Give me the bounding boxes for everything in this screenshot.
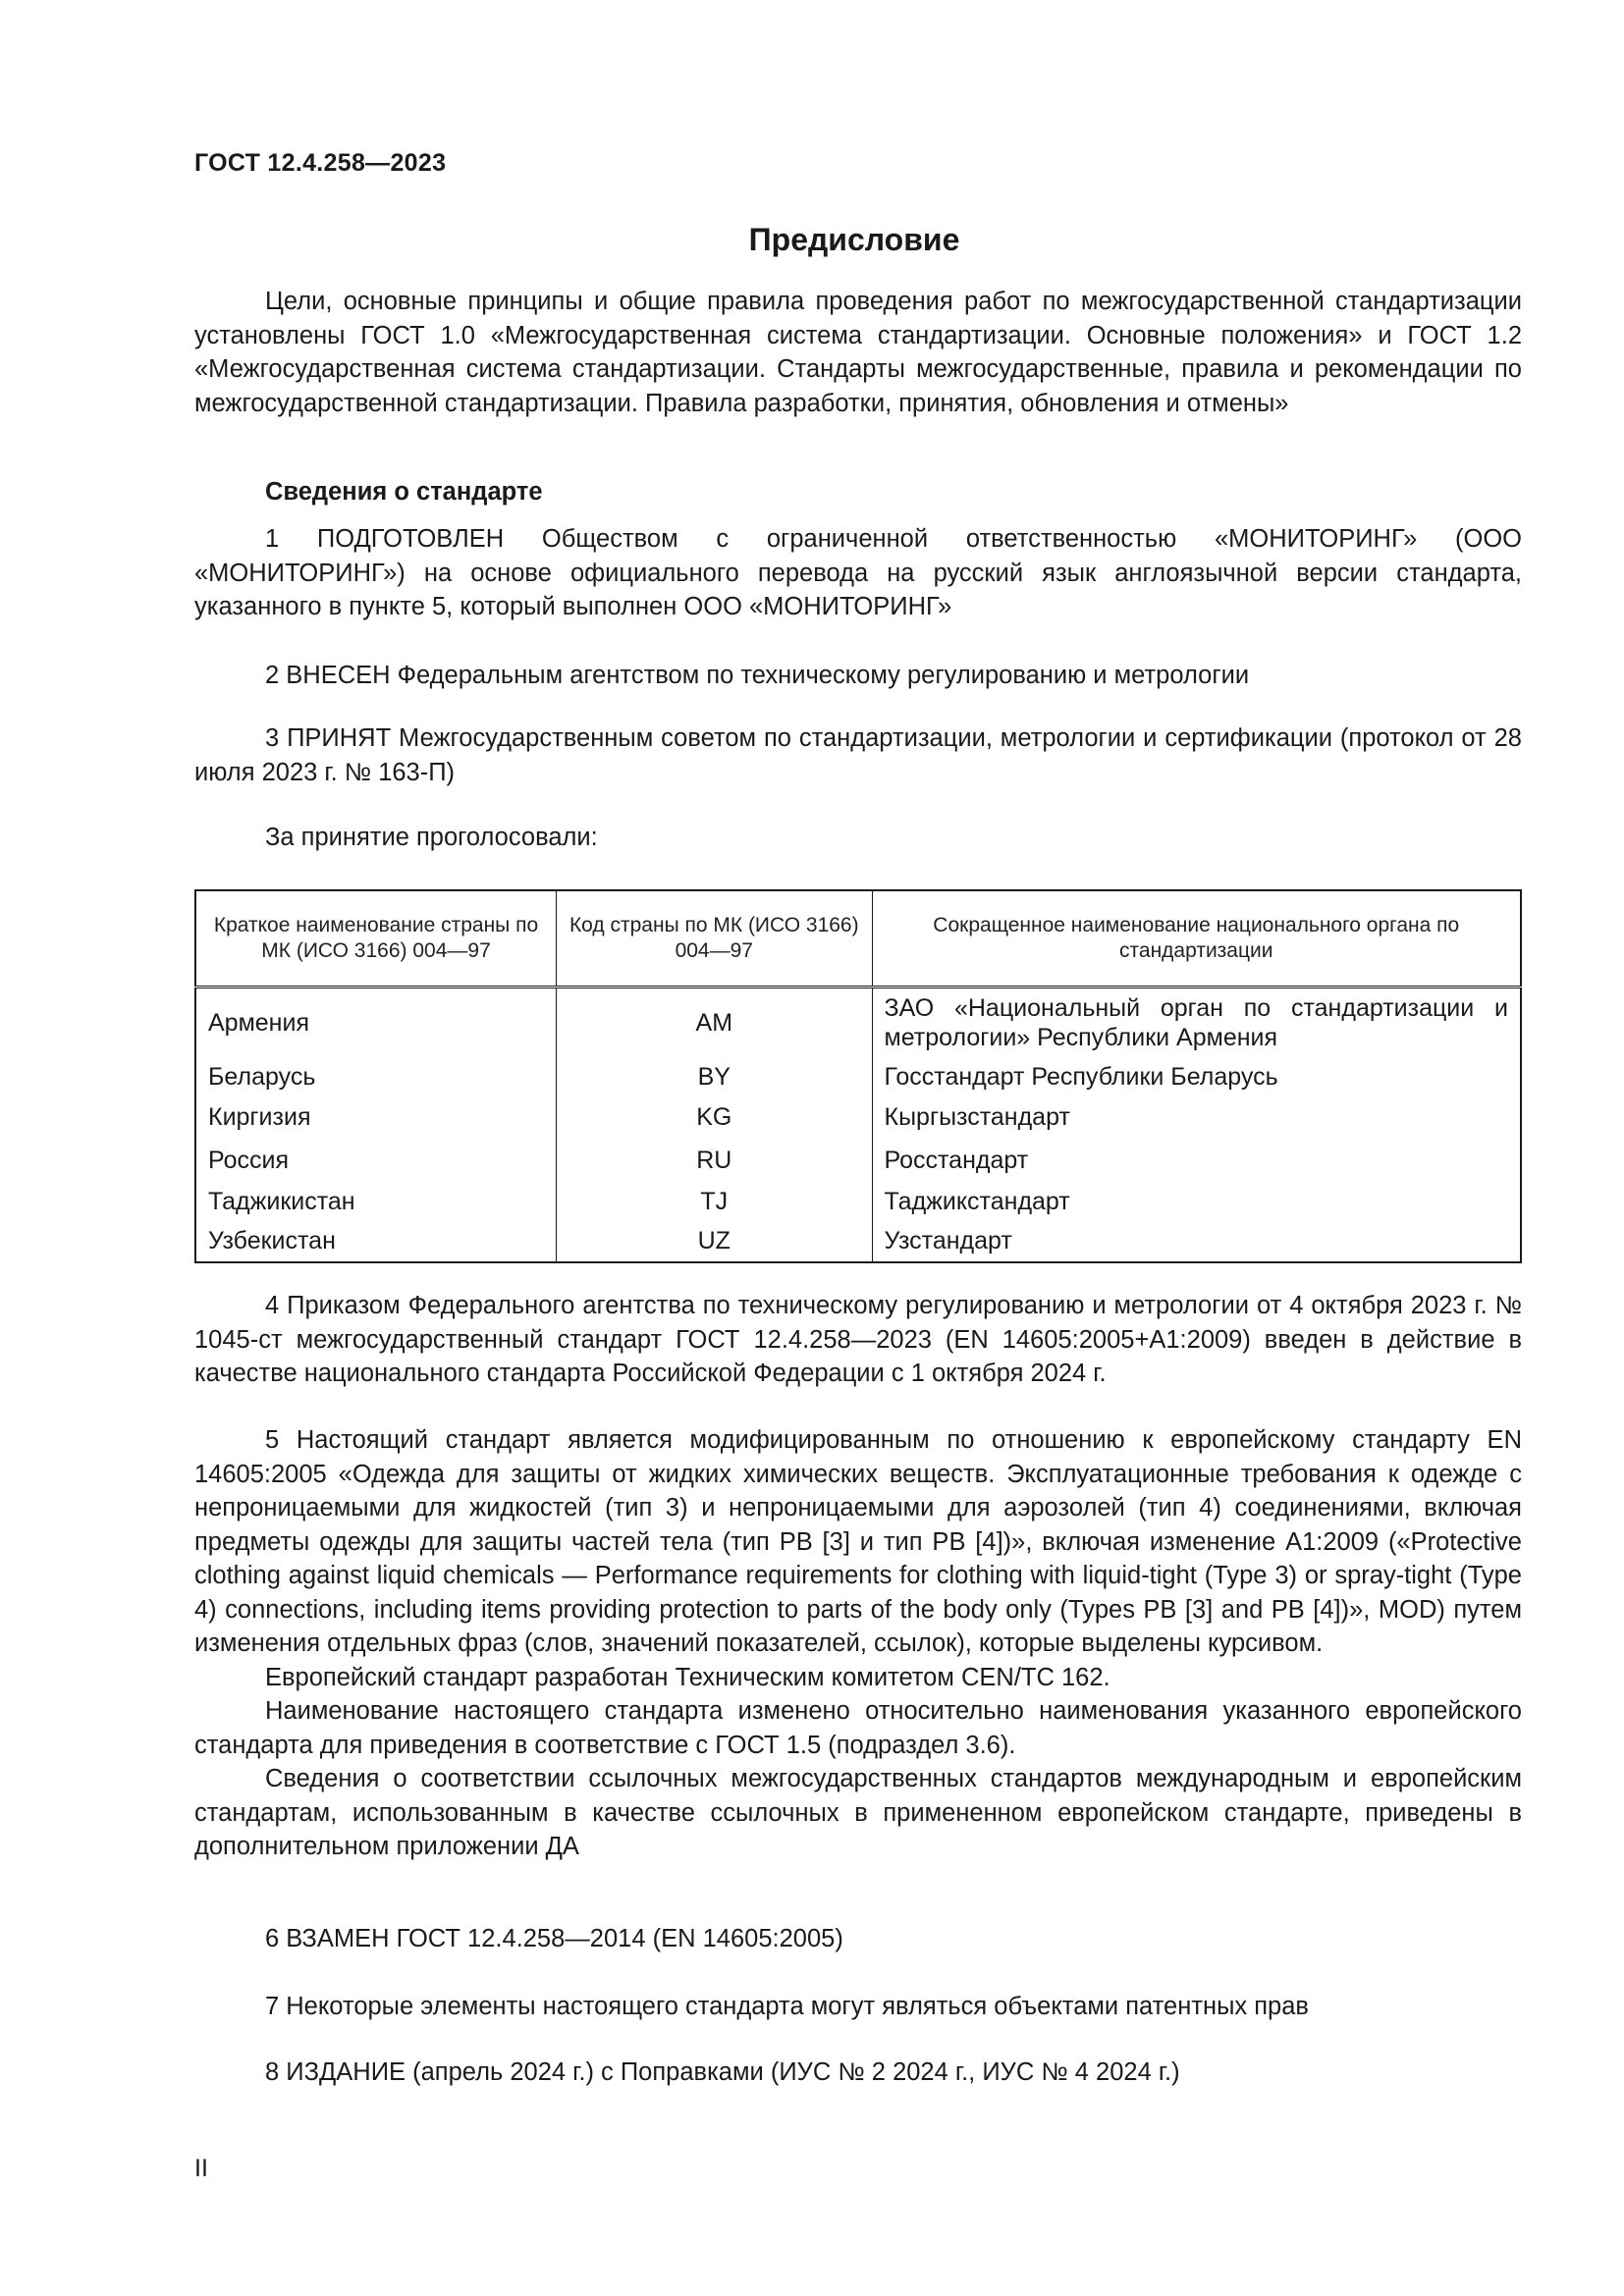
cell-code: AM xyxy=(557,988,872,1058)
table-row xyxy=(195,1096,1521,1139)
item-5-title-note: Наименование настоящего стандарта изменено относительно наименования указанного европейского стандарта для приведения в соответствие с ГОСТ 1.5 (подраздел 3.6). xyxy=(194,1697,1522,1759)
cell-code: RU xyxy=(557,1139,872,1182)
item-2-block xyxy=(194,659,1522,693)
item-5-committee: Европейский стандарт разработан Техническим комитетом CEN/TC 162. xyxy=(265,1663,1110,1691)
intro-paragraph: Цели, основные принципы и общие правила проведения работ по межгосударственной стандартизации установлены ГОСТ 1.0 «Межгосударственная система стандартизации. Основные положения» и ГОСТ 1.2 «Межгосударственная система стандартизации. Стандарты межгосударственные, правила и рекомендации по межгосударственной стандартизации. Правила разработки, принятия, обновления и отмены» xyxy=(194,288,1522,417)
info-heading: Сведения о стандарте xyxy=(265,478,543,506)
votes-table xyxy=(194,889,1522,1263)
item-4: 4 Приказом Федерального агентства по техническому регулированию и метрологии от 4 октября 2023 г. № 1045-ст межгосударственный стандарт ГОСТ 12.4.258—2023 (EN 14605:2005+A1:2009) введен в действие в качестве национального стандарта Российской Федерации с 1 октября 2024 г. xyxy=(194,1292,1522,1387)
item-1-block xyxy=(194,522,1522,624)
item-3-block xyxy=(194,721,1522,789)
votes-intro-block xyxy=(194,821,1522,855)
item-5-references: Сведения о соответствии ссылочных межгосударственных стандартов международным и европейским стандартам, использованным в качестве ссылочных в примененном европейском стандарте, приведены в дополнительном приложении ДА xyxy=(194,1765,1522,1860)
table-row xyxy=(195,1182,1521,1221)
table-row xyxy=(195,1221,1521,1262)
cell-country: Таджикистан xyxy=(195,1182,557,1221)
cell-country: Россия xyxy=(195,1139,557,1182)
item-7-block xyxy=(194,1990,1522,2024)
item-7: 7 Некоторые элементы настоящего стандарта могут являться объектами патентных прав xyxy=(265,1993,1309,2020)
item-5-main: 5 Настоящий стандарт является модифицированным по отношению к европейскому стандарту EN 14605:2005 «Одежда для защиты от жидких химических веществ. Эксплуатационные требования к одежде с непроницаемыми для жидкостей (тип 3) и непроницаемыми для аэрозолей (тип 4) соединениями, включая предметы одежды для защиты частей тела (тип PB [3] и тип PB [4])», включая изменение A1:2009 («Protective clothing against liquid chemicals — Performance requirements for clothing with liquid-tight (Type 3) or spray-tight (Type 4) connections, including items providing protection to parts of the body only (Types PB [3] and PB [4])», MOD) путем изменения отдельных фраз (слов, значений показателей, ссылок), которые выделены курсивом. xyxy=(194,1426,1522,1657)
cell-org: ЗАО «Национальный орган по стандартизации и метрологии» Республики Армения xyxy=(872,988,1521,1058)
cell-org: Узстандарт xyxy=(872,1221,1521,1262)
table-row xyxy=(195,988,1521,1058)
votes-intro: За принятие проголосовали: xyxy=(265,824,598,851)
cell-country: Узбекистан xyxy=(195,1221,557,1262)
cell-code: UZ xyxy=(557,1221,872,1262)
header-country: Краткое наименование страны по МК (ИСО 3166) 004—97 xyxy=(195,890,557,988)
table-row xyxy=(195,1139,1521,1182)
item-2: 2 ВНЕСЕН Федеральным агентством по техническому регулированию и метрологии xyxy=(265,662,1250,689)
header-org: Сокращенное наименование национального органа по стандартизации xyxy=(872,890,1521,988)
cell-code: TJ xyxy=(557,1182,872,1221)
item-6-block xyxy=(194,1922,1522,1956)
item-8-block xyxy=(194,2056,1522,2090)
item-5-block xyxy=(194,1423,1522,1864)
cell-country: Киргизия xyxy=(195,1096,557,1139)
intro-block xyxy=(194,285,1522,420)
item-4-block xyxy=(194,1289,1522,1391)
cell-org: Кыргызстандарт xyxy=(872,1096,1521,1139)
table-row xyxy=(195,1058,1521,1096)
page-title: Предисловие xyxy=(748,222,960,257)
cell-country: Беларусь xyxy=(195,1058,557,1096)
cell-org: Таджикстандарт xyxy=(872,1182,1521,1221)
header-code: Код страны по МК (ИСО 3166) 004—97 xyxy=(557,890,872,988)
table-header-row xyxy=(195,890,1521,988)
document-header: ГОСТ 12.4.258—2023 xyxy=(194,149,447,177)
item-1: 1 ПОДГОТОВЛЕН Обществом с ограниченной ответственностью «МОНИТОРИНГ» (ООО «МОНИТОРИНГ») на основе официального перевода на русский язык англоязычной версии стандарта, указанного в пункте 5, который выполнен ООО «МОНИТОРИНГ» xyxy=(194,525,1522,620)
cell-code: BY xyxy=(557,1058,872,1096)
cell-org: Росстандарт xyxy=(872,1139,1521,1182)
page-number: II xyxy=(194,2155,208,2182)
item-3: 3 ПРИНЯТ Межгосударственным советом по стандартизации, метрологии и сертификации (протокол от 28 июля 2023 г. № 163-П) xyxy=(194,724,1522,786)
cell-country: Армения xyxy=(195,988,557,1058)
cell-code: KG xyxy=(557,1096,872,1139)
item-6: 6 ВЗАМЕН ГОСТ 12.4.258—2014 (EN 14605:2005) xyxy=(265,1925,843,1952)
cell-org: Госстандарт Республики Беларусь xyxy=(872,1058,1521,1096)
info-heading-block xyxy=(194,475,1522,509)
item-8: 8 ИЗДАНИЕ (апрель 2024 г.) с Поправками (ИУС № 2 2024 г., ИУС № 4 2024 г.) xyxy=(265,2058,1180,2086)
